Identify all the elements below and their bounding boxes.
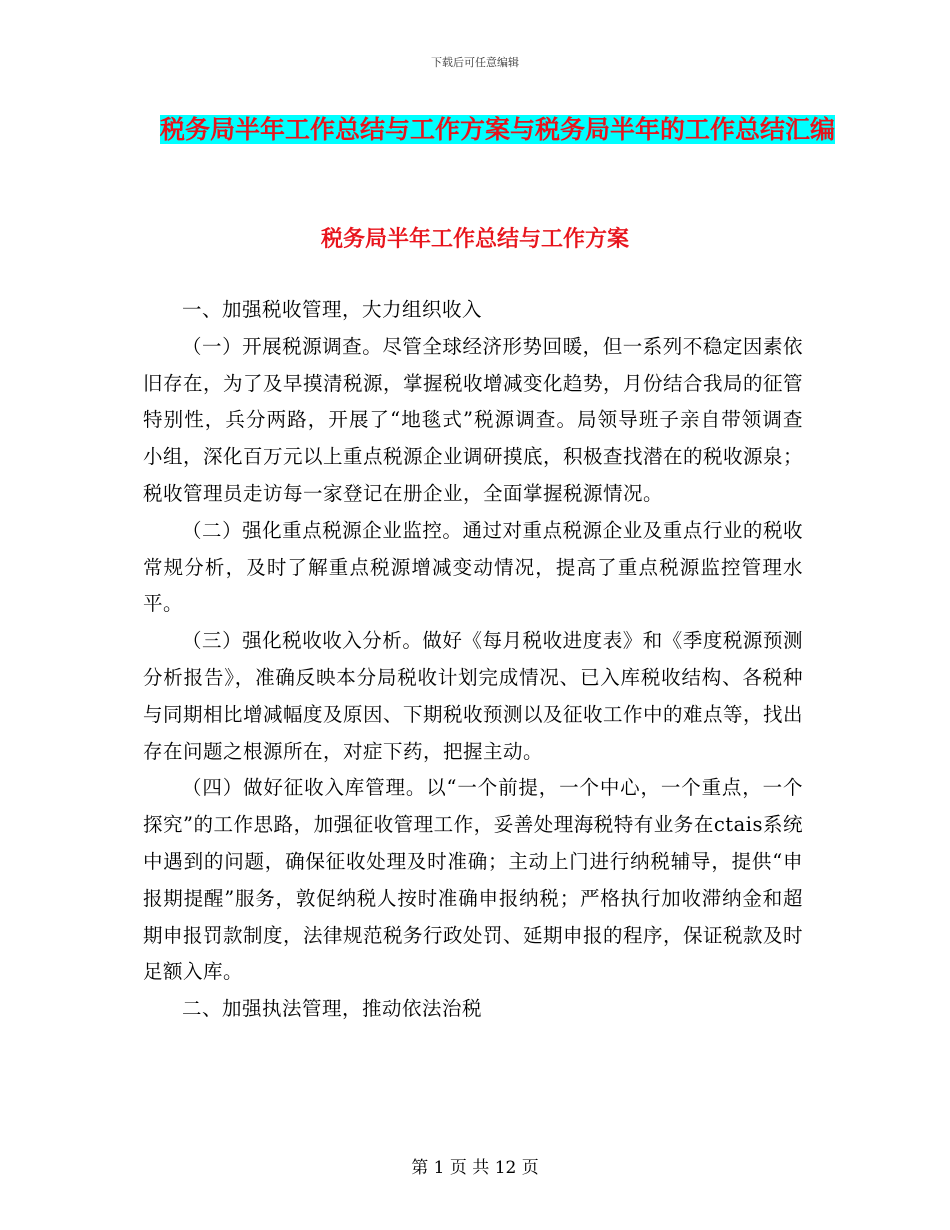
paragraph-3: （三）强化税收收入分析。做好《每月税收进度表》和《季度税源预测分析报告》，准确反映本分局税收计划完成情况、已入库税收结构、各税种与同期相比增减幅度及原因、下期税收预测以及征收工作中的难点等，找出存在问题之根源所在，对症下药，把握主动。 [143,629,804,763]
main-title [130,108,865,152]
page-footer: 第 1 页 共 12 页 [411,1158,539,1178]
body-text [143,292,803,1028]
main-title-text: 税务局半年工作总结与工作方案与税务局半年的工作总结汇编 [159,115,835,144]
heading-1: 一、加强税收管理，大力组织收入 [182,298,483,321]
heading-2: 二、加强执法管理，推动依法治税 [182,997,483,1021]
paragraph-2: （二）强化重点税源企业监控。通过对重点税源企业及重点行业的税收常规分析，及时了解重点税源增减变动情况，提高了重点税源监控管理水平。 [143,518,803,616]
paragraph-1: （一）开展税源调查。尽管全球经济形势回暖，但一系列不稳定因素依旧存在，为了及早摸清税源，掌握税收增减变化趋势，月份结合我局的征管特别性，兵分两路，开展了“地毯式”税源调查。局领导班子亲自带领调查小组，深化百万元以上重点税源企业调研摸底，积极查找潜在的税收源泉；税收管理员走访每一家登记在册企业，全面掌握税源情况。 [143,334,804,505]
section-title: 税务局半年工作总结与工作方案 [320,227,629,252]
header-note: 下载后可任意编辑 [431,56,519,69]
paragraph-4: （四）做好征收入库管理。以“一个前提，一个中心，一个重点，一个探究”的工作思路，加强征收管理工作，妥善处理海税特有业务在ctais系统中遇到的问题，确保征收处理及时准确；主动上门进行纳税辅导，提供“申报期提醒”服务，敦促纳税人按时准确申报纳税；严格执行加收滞纳金和超期申报罚款制度，法律规范税务行政处罚、延期申报的程序，保证税款及时足额入库。 [143,776,804,984]
